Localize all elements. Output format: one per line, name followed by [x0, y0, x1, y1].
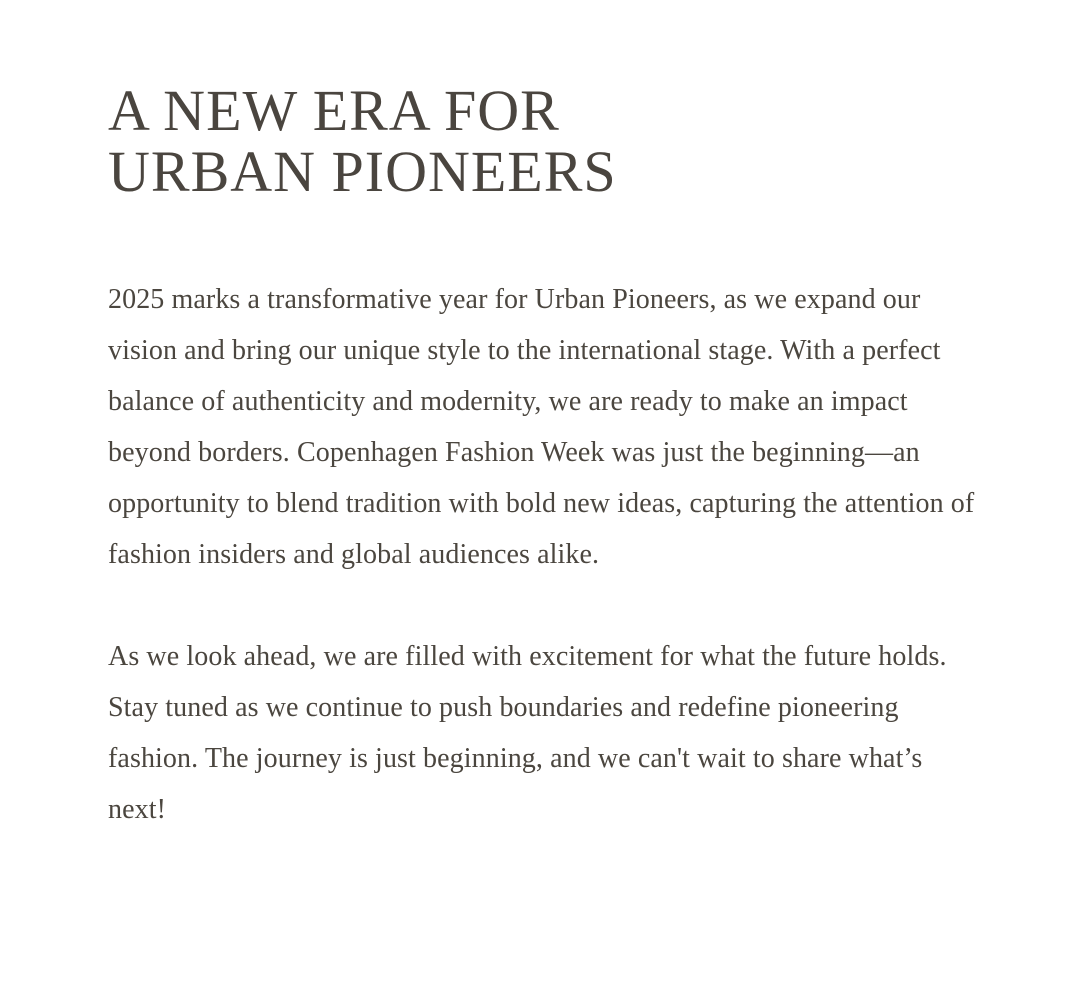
content-section — [108, 80, 978, 835]
page-title-line-2: URBAN PIONEERS — [108, 139, 617, 204]
page-title-line-1: A NEW ERA FOR — [108, 78, 560, 143]
page-title — [108, 80, 978, 202]
article-body — [108, 274, 978, 835]
paragraph-intro: 2025 marks a transformative year for Urban Pioneers, as we expand our vision and bring our unique style to the international stage. With a perfect balance of authenticity and modernity, we are ready to make an impact beyond borders. Copenhagen Fashion Week was just the beginning—an opportunity to blend tradition with bold new ideas, capturing the attention of fashion insiders and global audiences alike. — [108, 284, 975, 570]
paragraph-outlook: As we look ahead, we are filled with excitement for what the future holds. Stay tuned as we continue to push boundaries and redefine pioneering fashion. The journey is just beginning, and we can't wait to share what’s next! — [108, 641, 947, 825]
